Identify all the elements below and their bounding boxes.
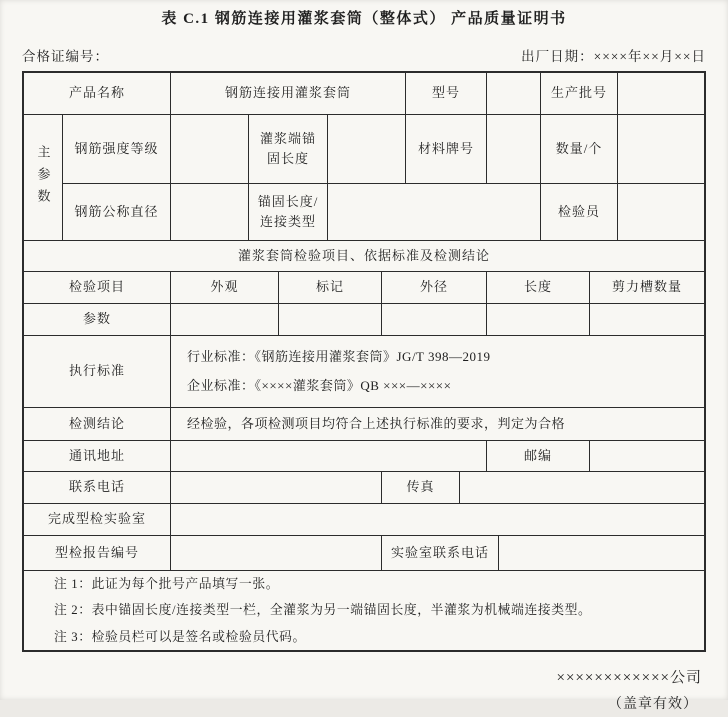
phone-label: 联系电话 xyxy=(68,479,125,495)
rebar-diameter-label: 钢筋公称直径 xyxy=(62,184,170,240)
params-row-2 xyxy=(62,183,704,240)
model-value-blank xyxy=(486,73,540,114)
table-row-inspection-header xyxy=(24,271,704,303)
section-title: 灌浆套筒检验项目、依据标准及检测结论 xyxy=(237,247,490,263)
address-value-blank xyxy=(170,441,486,471)
cert-number-label: 合格证编号： xyxy=(22,49,109,64)
fax-label: 传真 xyxy=(381,472,459,503)
inspector-label: 检验员 xyxy=(540,184,617,240)
material-grade-label: 材料牌号 xyxy=(405,115,486,183)
lab-value-blank xyxy=(170,504,704,535)
param-row-label: 参数 xyxy=(82,311,111,327)
rebar-diameter-value-blank xyxy=(170,184,248,240)
lab-phone-label: 实验室联系电话 xyxy=(381,536,498,570)
shear-groove-count-header: 剪力槽数量 xyxy=(589,272,704,303)
rebar-strength-label: 钢筋强度等级 xyxy=(62,115,170,183)
standards-value xyxy=(170,336,704,407)
seal-note: （盖章有效） xyxy=(608,697,698,712)
table-row-phone xyxy=(24,471,704,503)
appearance-value-blank xyxy=(170,304,278,335)
certificate-table xyxy=(22,71,706,652)
params-row-1 xyxy=(62,115,704,183)
model-label: 型号 xyxy=(405,73,486,114)
anchor-length-type-value-blank xyxy=(327,184,540,240)
notes-cell xyxy=(24,571,704,650)
conclusion-value: 经检验，各项检测项目均符合上述执行标准的要求，判定为合格 xyxy=(170,408,704,440)
inspector-value-blank xyxy=(617,184,704,240)
batch-value-blank xyxy=(617,73,704,114)
standards-label: 执行标准 xyxy=(68,363,125,379)
material-grade-value-blank xyxy=(486,115,540,183)
lab-phone-value-blank xyxy=(498,536,704,570)
phone-value-blank xyxy=(170,472,381,503)
table-row-main-params xyxy=(24,114,704,240)
length-header: 长度 xyxy=(486,272,589,303)
factory-date: 出厂日期：××××年××月××日 xyxy=(521,49,706,64)
note-2: 注 2：表中锚固长度/连接类型一栏，全灌浆为另一端锚固长度，半灌浆为机械端连接类型。 xyxy=(54,603,592,618)
table-row-product xyxy=(24,73,704,114)
shear-groove-count-value-blank xyxy=(589,304,704,335)
appearance-header: 外观 xyxy=(170,272,278,303)
product-name-value: 钢筋连接用灌浆套筒 xyxy=(170,73,405,114)
company-block xyxy=(0,665,728,717)
table-row-report xyxy=(24,535,704,570)
postcode-value-blank xyxy=(589,441,704,471)
enterprise-standard-line: 企业标准：《××××灌浆套筒》QB ×××—×××× xyxy=(187,377,452,393)
meta-row xyxy=(0,45,728,65)
report-number-value-blank xyxy=(170,536,381,570)
industry-standard-line: 行业标准：《钢筋连接用灌浆套筒》JG/T 398—2019 xyxy=(187,349,491,365)
company-name: ××××××××××××公司 xyxy=(556,670,702,686)
table-row-lab xyxy=(24,503,704,535)
fax-value-blank xyxy=(459,472,704,503)
batch-label: 生产批号 xyxy=(540,73,617,114)
table-row-address xyxy=(24,440,704,471)
quantity-value-blank xyxy=(617,115,704,183)
inspection-item-header: 检验项目 xyxy=(68,279,125,295)
length-value-blank xyxy=(486,304,589,335)
conclusion-label: 检测结论 xyxy=(68,415,125,431)
note-1: 注 1：此证为每个批号产品填写一张。 xyxy=(54,577,280,592)
table-row-section-title xyxy=(24,240,704,271)
marking-value-blank xyxy=(278,304,381,335)
table-row-inspection-values xyxy=(24,303,704,335)
anchor-length-type-label: 锚固长度/ 连接类型 xyxy=(248,184,327,240)
report-number-label: 型检报告编号 xyxy=(54,544,139,560)
outer-diameter-value-blank xyxy=(381,304,486,335)
product-name-label: 产品名称 xyxy=(68,85,125,101)
table-row-notes xyxy=(24,570,704,650)
main-params-group-text: 主参数 xyxy=(35,144,51,211)
address-label: 通讯地址 xyxy=(68,447,125,463)
quantity-label: 数量/个 xyxy=(540,115,617,183)
outer-diameter-header: 外径 xyxy=(381,272,486,303)
rebar-strength-value-blank xyxy=(170,115,248,183)
doc-title: 表 C.1 钢筋连接用灌浆套筒（整体式） 产品质量证明书 xyxy=(161,11,567,27)
table-row-standards xyxy=(24,335,704,407)
grout-anchor-length-label: 灌浆端锚 固长度 xyxy=(248,115,327,183)
main-params-group-label xyxy=(24,115,62,240)
grout-anchor-length-value-blank xyxy=(327,115,405,183)
table-row-conclusion xyxy=(24,407,704,440)
note-3: 注 3：检验员栏可以是签名或检验员代码。 xyxy=(54,629,306,644)
postcode-label: 邮编 xyxy=(486,441,589,471)
marking-header: 标记 xyxy=(278,272,381,303)
lab-label: 完成型检实验室 xyxy=(47,511,146,527)
